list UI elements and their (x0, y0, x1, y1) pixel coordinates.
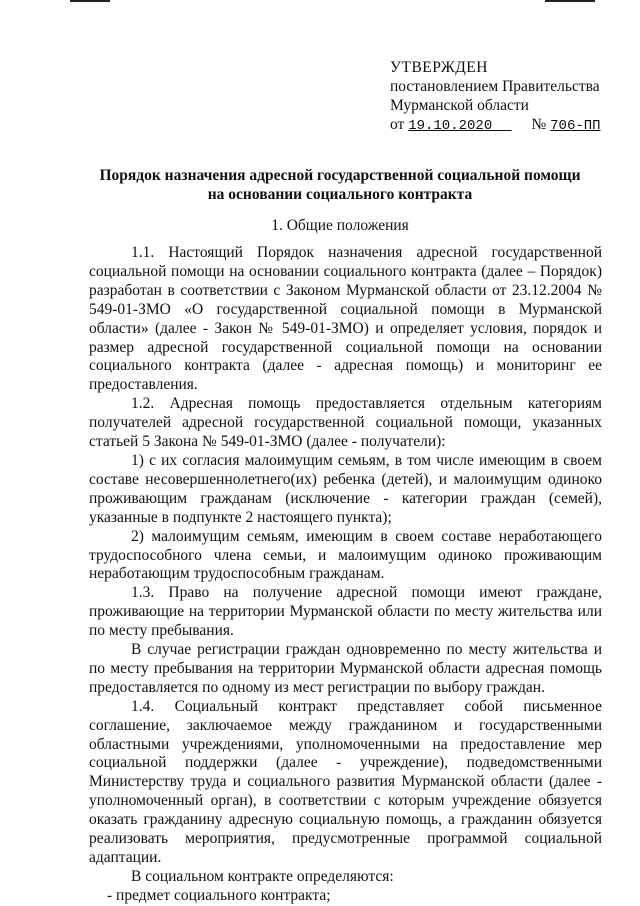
number-prefix: № (531, 116, 547, 133)
approval-date-number-line (390, 115, 601, 136)
document-title-line-2: на основании социального контракта (207, 186, 473, 203)
approval-line-2: Мурманской области (390, 97, 529, 114)
paragraph-1-2-item-1: 1) с их согласия малоимущим семьям, в том числе имеющим в своем составе несовершеннолетнего(их) ребенка (детей), и малоимущим одиноко проживающим гражданам (исключение - категории граждан (семей), указанные в подпункте 2 настоящего пункта); (89, 451, 602, 526)
date-prefix: от (390, 116, 405, 133)
paragraph-1-3-registration: В случае регистрации граждан одновременно по месту жительства и по месту пребывания на территории Мурманской области адресная помощь предоставляется по одному из мест регистрации по выбору граждан. (89, 641, 602, 696)
scan-edge-line-left (70, 0, 110, 2)
approval-title: УТВЕРЖДЕН (390, 59, 488, 76)
approval-date: 19.10.2020 (408, 118, 493, 134)
paragraph-1-4: 1.4. Социальный контракт представляет собой письменное соглашение, заключаемое между гражданином и государственными областными учреждениями, уполномоченными на предоставление мер социальной поддержки (далее - учреждение), подведомственными Министерству труда и социального развития Мурманской области (далее - уполномоченный орган), в соответствии с которым учреждение обязуется оказать гражданину адресную социальную помощь, а гражданин обязуется реализовать мероприятия, предусмотренные программой социальной адаптации. (89, 697, 602, 866)
paragraph-1-3: 1.3. Право на получение адресной помощи имеют граждане, проживающие на территории Мурманской области по месту жительства или по месту пребывания. (89, 584, 602, 640)
document-title-line-1: Порядок назначения адресной государственной социальной помощи (99, 167, 581, 184)
paragraph-contract-defines: В социальном контракте определяются: (131, 867, 394, 885)
section-heading: 1. Общие положения (271, 217, 409, 234)
approval-number: 706-ПП (550, 118, 601, 134)
paragraph-1-2-item-2: 2) малоимущим семьям, имеющим в своем составе неработающего трудоспособного члена семьи, и малоимущим одиноко проживающим неработающим трудоспособным гражданам. (89, 527, 602, 583)
paragraph-1-2: 1.2. Адресная помощь предоставляется отдельным категориям получателей адресной государственной социальной помощи, указанных статьей 5 Закона № 549-01-ЗМО (далее - получатели): (89, 395, 602, 451)
approval-stamp-block (390, 58, 601, 136)
document-body (89, 244, 602, 906)
paragraph-1-1: 1.1. Настоящий Порядок назначения адресной государственной социальной помощи на основании социального контракта (далее – Порядок) разработан в соответствии с Законом Мурманской области от 23.12.2004 № 549-01-ЗМО «О государственной социальной помощи в Мурманской области» (далее - Закон № 549-01-ЗМО) и определяет условия, порядок и размер адресной государственной социальной помощи на основании социального контракта (далее - адресная помощь) и мониторинг ее предоставления. (89, 244, 602, 394)
scan-edge-line-right (545, 0, 595, 2)
document-title (80, 166, 600, 204)
approval-line-1: постановлением Правительства (390, 78, 600, 95)
list-item-contract-subject: - предмет социального контракта; (107, 886, 331, 904)
